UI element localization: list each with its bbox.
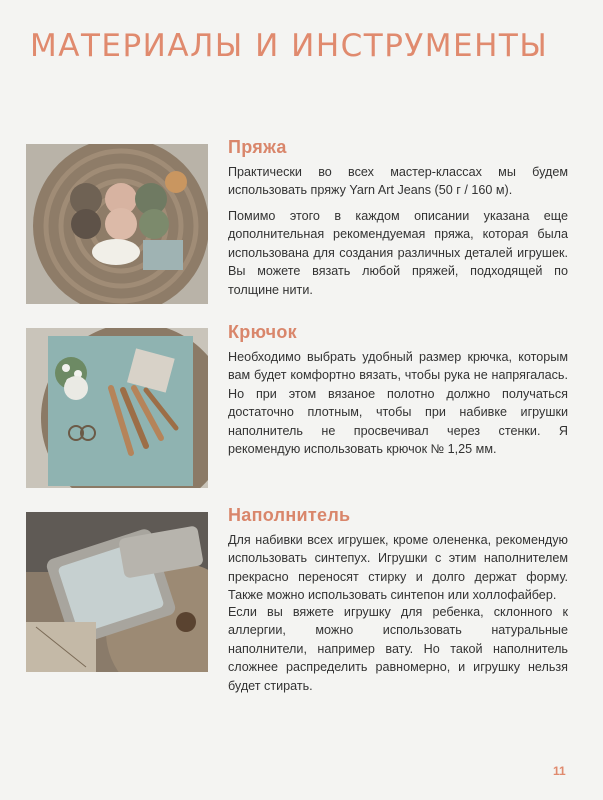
page-number: 11	[553, 764, 566, 778]
filling-tin-photo	[26, 512, 208, 672]
section-heading-yarn: Пряжа	[228, 137, 287, 157]
section-filling-paragraph: Если вы вяжете игрушку для ребенка, склонного к аллергии, можно использовать натуральные наполнители, например вату. Но такой наполнитель сложнее распределить равномерно, и игрушку нельзя будет стирать.	[228, 605, 568, 693]
crochet-hooks-photo	[26, 328, 208, 488]
page-title: МАТЕРИАЛЫ И ИНСТРУМЕНТЫ	[30, 28, 549, 64]
section-yarn-paragraph: Помимо этого в каждом описании указана еще дополнительная рекомендуемая пряжа, которая была использована для создания различных деталей игрушек. Вы можете вязать любой пряжей, подходящей по толщине нити.	[228, 209, 568, 297]
yarn-photo	[26, 144, 208, 304]
section-heading-filling: Наполнитель	[228, 505, 351, 525]
section-filling-paragraph: Для набивки всех игрушек, кроме олененка, рекомендую использовать синтепух. Игрушки с этим наполнителем прекрасно переносят стирку и долго держат форму. Также можно использовать синтепон или холлофайбер.	[228, 533, 568, 603]
section-hook-paragraph: Необходимо выбрать удобный размер крючка, которым вам будет комфортно вязать, чтобы рука не напрягалась. Но при этом вязаное полотно должно получаться достаточно плотным, чтобы при набивке игрушки наполнитель не просвечивал через стенки. Я рекомендую использовать крючок № 1,25 мм.	[228, 350, 568, 457]
section-heading-hook: Крючок	[228, 322, 297, 342]
section-yarn-paragraph: Практически во всех мастер-классах мы будем использовать пряжу Yarn Art Jeans (50 г / 160 м).	[228, 165, 568, 198]
